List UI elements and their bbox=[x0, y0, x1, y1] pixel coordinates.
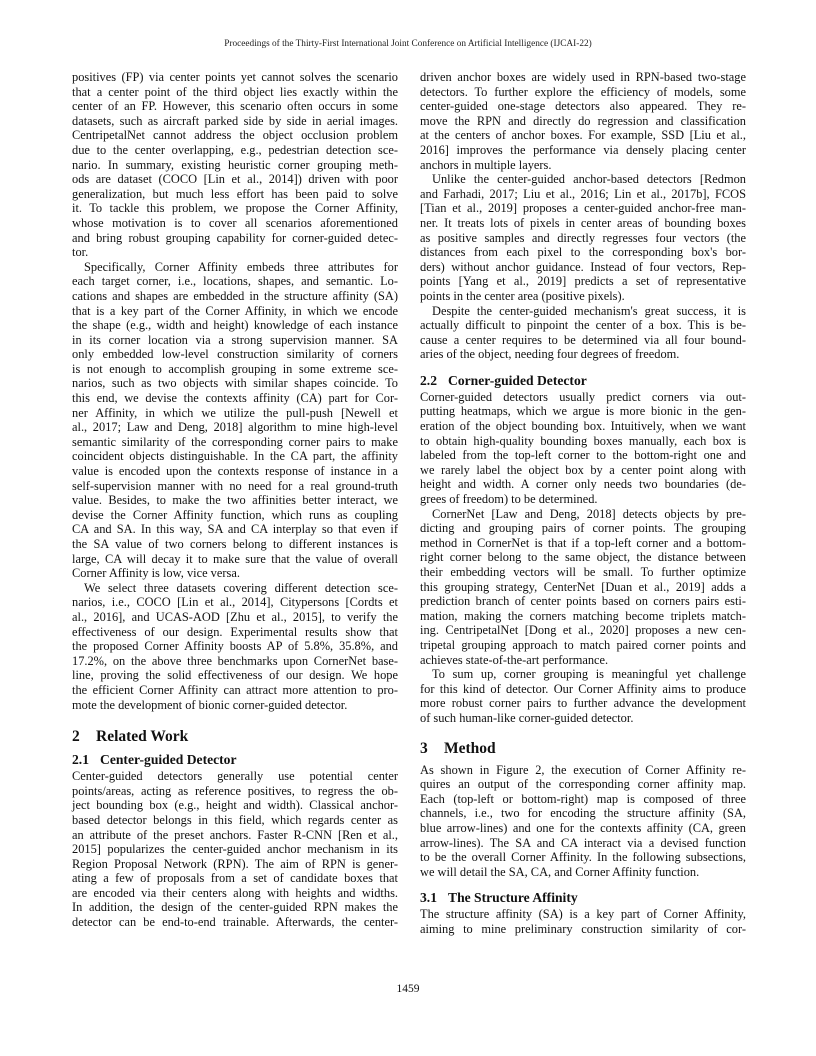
text-line: right corner belong to the same object, the distance between bbox=[420, 550, 746, 565]
text-line: distances from each pixel to the corresponding box's bor- bbox=[420, 245, 746, 260]
text-line: cations and shapes are embedded in the structure affinity (SA) bbox=[72, 288, 398, 303]
subsection-heading-structure-affinity: 3.1 The Structure Affinity bbox=[420, 890, 578, 906]
text-line: 17.2%, on the above three benchmarks upon CornerNet base- bbox=[72, 653, 398, 668]
text-line: generalization, but much less effort has been paid to solve bbox=[72, 186, 398, 201]
text-line: tor. bbox=[72, 245, 89, 260]
paragraph bbox=[420, 70, 746, 172]
text-line: whose motivation is to cover all scenarios aforementioned bbox=[72, 215, 398, 230]
text-line: Corner Affinity is low, vice versa. bbox=[72, 566, 240, 581]
subsection-heading-center-guided: 2.1 Center-guided Detector bbox=[72, 752, 237, 768]
text-line: devise the Corner Affinity function, which runs as coupling bbox=[72, 507, 398, 522]
text-line: detector can be end-to-end trainable. Afterwards, the center- bbox=[72, 915, 398, 930]
paragraph bbox=[72, 70, 398, 260]
text-line: points in the center area (positive pixels). bbox=[420, 288, 625, 303]
text-line: mote the development of bionic corner-guided detector. bbox=[72, 697, 348, 712]
text-line: as positive samples and directly regresses four vectors (the bbox=[420, 230, 746, 245]
text-line: points [Yang et al., 2019] predicts a set of representative bbox=[420, 274, 746, 289]
text-line: center of an FP. However, this scenario often occurs in some bbox=[72, 99, 398, 114]
left-column bbox=[72, 70, 398, 930]
text-line: dicting and grouping pairs of corner points. The grouping bbox=[420, 521, 746, 536]
text-line: anchors in multiple layers. bbox=[420, 157, 552, 172]
text-line: As shown in Figure 2, the execution of Corner Affinity re- bbox=[420, 762, 746, 777]
text-line: prediction branch of center points based on corners pairs esti- bbox=[420, 594, 746, 609]
text-line: We select three datasets covering different detection sce- bbox=[84, 580, 398, 595]
text-line: this end, we devise the contexts affinity (CA) part for Cor- bbox=[72, 391, 398, 406]
text-line: aries of the object, needing four degrees of freedom. bbox=[420, 347, 680, 362]
paragraph bbox=[72, 581, 398, 712]
text-line: achieves state-of-the-art performance. bbox=[420, 652, 609, 667]
text-line: value is encoded upon the contexts response of instance in a bbox=[72, 464, 398, 479]
text-line: are encoded via their centers along with heights and widths. bbox=[72, 885, 398, 900]
text-line: datasets, such as aircraft parked side by side in aerial images. bbox=[72, 113, 398, 128]
text-line: points/areas, acting as reference positives, to regress the ob- bbox=[72, 783, 398, 798]
text-line: Corner-guided detectors usually predict corners via out- bbox=[420, 389, 746, 404]
text-line: ner Affinity, in which we utilize the pull-push [Newell et bbox=[72, 405, 398, 420]
text-line: In addition, the design of the center-guided RPN makes the bbox=[72, 900, 398, 915]
text-line: CentripetalNet cannot address the object occlusion problem bbox=[72, 128, 398, 143]
text-line: cause a center requires to be determined via all four bound- bbox=[420, 332, 746, 347]
paragraph bbox=[420, 172, 746, 303]
text-line: detectors. To further explore the efficiency of models, some bbox=[420, 84, 746, 99]
text-line: due to the center overlapping, e.g., pedestrian detection sce- bbox=[72, 142, 398, 157]
paragraph bbox=[420, 304, 746, 362]
text-line: that a center point of the third object lies exactly within the bbox=[72, 84, 398, 99]
text-line: Region Proposal Network (RPN). The aim of RPN is gener- bbox=[72, 856, 398, 871]
text-line: ods are dataset (COCO [Lin et al., 2014]) driven with poor bbox=[72, 172, 398, 187]
text-line: semantic similarity of the corresponding corner pairs to make bbox=[72, 434, 398, 449]
text-line: value. Besides, to make the two affinities better interact, we bbox=[72, 493, 398, 508]
text-line: the shape (e.g., width and height) knowledge of each instance bbox=[72, 318, 398, 333]
paragraph bbox=[420, 667, 746, 725]
text-line: actually difficult to pinpoint the center of a box. This is be- bbox=[420, 318, 746, 333]
text-line: self-supervision manner with no need for a real ground-truth bbox=[72, 478, 398, 493]
subsection-heading-corner-guided: 2.2 Corner-guided Detector bbox=[420, 372, 587, 388]
text-line: this grouping strategy, CenterNet [Duan et al., 2019] adds a bbox=[420, 579, 746, 594]
text-line: Specifically, Corner Affinity embeds three attributes for bbox=[84, 259, 398, 274]
text-line: only embedded low-level construction similarity of corners bbox=[72, 347, 398, 362]
text-line: blue arrow-lines) and one for the contexts affinity (CA, green bbox=[420, 820, 746, 835]
text-line: narios, such as two objects with similar shapes coincide. To bbox=[72, 376, 398, 391]
text-line: [Tian et al., 2019] proposes a center-guided anchor-free man- bbox=[420, 201, 746, 216]
text-line: ders) without anchor guidance. Instead of four vectors, Rep- bbox=[420, 259, 746, 274]
text-line: tripetal grouping approach to match paired corner points and bbox=[420, 637, 746, 652]
running-head: Proceedings of the Thirty-First International Joint Conference on Artificial Intelligence (IJCAI-22) bbox=[224, 39, 592, 49]
paragraph bbox=[420, 907, 746, 936]
text-line: grees of freedom) to be determined. bbox=[420, 492, 598, 507]
text-line: Despite the center-guided mechanism's great success, it is bbox=[432, 303, 746, 318]
text-line: The structure affinity (SA) is a key part of Corner Affinity, bbox=[420, 907, 746, 922]
text-line: Each (top-left or bottom-right) map is composed of three bbox=[420, 791, 746, 806]
paragraph bbox=[72, 260, 398, 581]
text-line: driven anchor boxes are widely used in RPN-based two-stage bbox=[420, 70, 746, 84]
text-line: ject bounding box (e.g., height and width). Classical anchor- bbox=[72, 798, 398, 813]
text-line: the SA value of two corners belong to different instances is bbox=[72, 537, 398, 551]
text-line: coincident objects distinguishable. In the CA part, the affinity bbox=[72, 449, 398, 464]
text-line: aiming to mine preliminary construction similarity of cor- bbox=[420, 921, 746, 936]
text-line: the efficient Corner Affinity can attract more attention to pro- bbox=[72, 682, 398, 697]
paragraph bbox=[72, 769, 398, 930]
text-line: 2016] improves the performance via densely placing center bbox=[420, 142, 746, 157]
text-line: at the centers of anchor boxes. For example, SSD [Liu et al., bbox=[420, 128, 746, 143]
paragraph bbox=[420, 763, 746, 880]
text-line: nario. In summary, existing heuristic corner grouping meth- bbox=[72, 157, 398, 172]
text-line: ner. It treats lots of pixels in center areas of bounding boxes bbox=[420, 215, 746, 230]
text-line: we rarely label the object box by a center point along with bbox=[420, 462, 746, 477]
text-line: arrow-lines). The SA and CA interact via a devised function bbox=[420, 835, 746, 850]
text-line: is not enough to accomplish grouping in some extreme sce- bbox=[72, 361, 398, 376]
text-line: line, proving the solid effectiveness of our design. We hope bbox=[72, 668, 398, 683]
text-line: narios, i.e., COCO [Lin et al., 2014], Citypersons [Cordts et bbox=[72, 595, 398, 610]
text-line: that is a key part of the Corner Affinity, in which we encode bbox=[72, 303, 398, 318]
text-line: an attribute of the preset anchors. Faster R-CNN [Ren et al., bbox=[72, 827, 398, 842]
text-line: center-guided one-stage detectors also appeared. They re- bbox=[420, 99, 746, 114]
text-line: more robust corner pairs to further advance the development bbox=[420, 696, 746, 711]
paragraph bbox=[420, 390, 746, 507]
text-line: to obtain high-quality bounding boxes manually, each box is bbox=[420, 433, 746, 448]
text-line: eration of the object bounding box. Intuitively, when we want bbox=[420, 419, 746, 434]
text-line: it. To tackle this problem, we propose the Corner Affinity, bbox=[72, 201, 398, 216]
text-line: and bring robust grouping capability for corner-guided detec- bbox=[72, 230, 398, 245]
text-line: to be the overall Corner Affinity. In the following subsections, bbox=[420, 850, 746, 865]
text-line: method in CornerNet is that if a top-left corner and a bottom- bbox=[420, 535, 746, 550]
text-line: 2015] popularizes the center-guided anchor mechanism in its bbox=[72, 842, 398, 857]
text-line: To sum up, corner grouping is meaningful yet challenge bbox=[432, 667, 746, 682]
text-line: height and width. A corner only needs two boundaries (de- bbox=[420, 477, 746, 492]
text-line: the proposed Corner Affinity boosts AP of 5.8%, 35.8%, and bbox=[72, 639, 398, 654]
text-line: positives (FP) via center points yet cannot solves the scenario bbox=[72, 70, 398, 84]
text-line: of such human-like corner-guided detector. bbox=[420, 710, 634, 725]
text-line: their embedding vectors will be small. To further optimize bbox=[420, 565, 746, 579]
page-number: 1459 bbox=[396, 983, 420, 995]
text-line: ing. CentripetalNet [Dong et al., 2020] proposes a new cen- bbox=[420, 623, 746, 638]
text-line: effectiveness of our design. Experimental results show that bbox=[72, 624, 398, 639]
text-line: move the RPN and directly do regression and classification bbox=[420, 113, 746, 128]
text-line: large, CA will decay it to make sure that the value of overall bbox=[72, 551, 398, 566]
text-line: CornerNet [Law and Deng, 2018] detects objects by pre- bbox=[432, 506, 746, 521]
text-line: each target corner, i.e., locations, shapes, and semantic. Lo- bbox=[72, 274, 398, 289]
text-line: CA and SA. In this way, SA and CA interplay so that even if bbox=[72, 522, 398, 537]
text-line: quires an output of the corresponding corner affinity map. bbox=[420, 777, 746, 792]
text-line: and Farhadi, 2017; Liu et al., 2016; Lin et al., 2017b], FCOS bbox=[420, 186, 746, 201]
text-line: we will detail the SA, CA, and Corner Affinity function. bbox=[420, 864, 700, 879]
text-line: in its corner location via a strong supervision manner. SA bbox=[72, 332, 398, 347]
paragraph bbox=[420, 507, 746, 668]
text-line: Center-guided detectors generally use potential center bbox=[72, 769, 398, 784]
text-line: al., 2016], and UCAS-AOD [Zhu et al., 2015], to verify the bbox=[72, 609, 398, 624]
right-column bbox=[420, 70, 746, 936]
text-line: ating a few of proposals from a set of candidate boxes that bbox=[72, 871, 398, 886]
text-line: for this kind of detector. Our Corner Affinity aims to produce bbox=[420, 681, 746, 696]
text-line: based detector belongs in this field, which regards center as bbox=[72, 812, 398, 827]
text-line: mation, making the corners matching become triplets match- bbox=[420, 608, 746, 623]
text-line: channels, i.e., two for encoding the structure affinity (SA, bbox=[420, 806, 746, 821]
text-line: labeled from the top-left corner to the bottom-right one and bbox=[420, 448, 746, 463]
text-line: al., 2017; Law and Deng, 2018] algorithm to mine high-level bbox=[72, 420, 398, 435]
section-heading-method: 3 Method bbox=[420, 739, 496, 757]
text-line: putting heatmaps, which we argue is more bionic in the gen- bbox=[420, 404, 746, 419]
section-heading-related-work: 2 Related Work bbox=[72, 728, 189, 746]
text-line: Unlike the center-guided anchor-based detectors [Redmon bbox=[432, 172, 746, 187]
